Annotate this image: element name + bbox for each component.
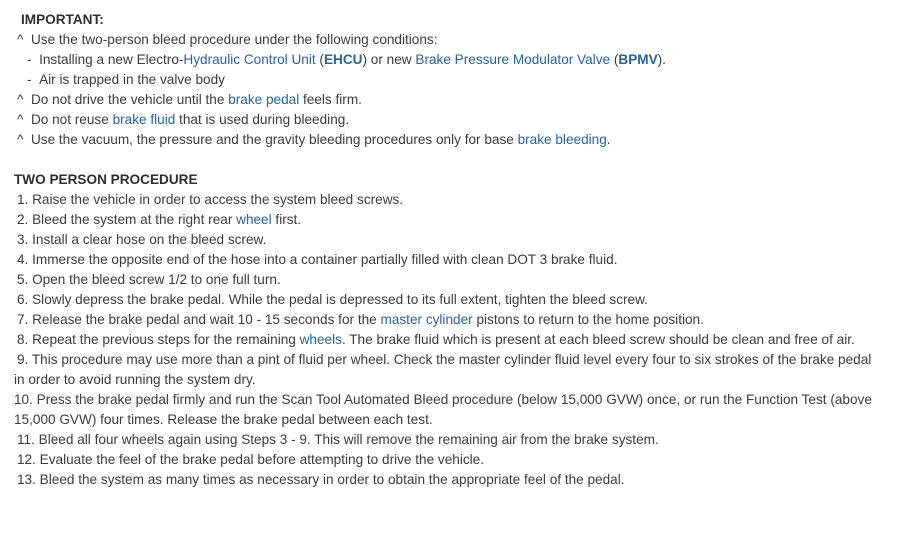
procedure-step-10 [14, 390, 874, 430]
step-text: 8. Repeat the previous steps for the remaining [17, 332, 300, 347]
procedure-step-11: 11. Bleed all four wheels again using Steps 3 - 9. This will remove the remaining air from the brake system. [17, 432, 659, 447]
procedure-step-2 [14, 210, 906, 230]
bullet-text: Use the vacuum, the pressure and the gravity bleeding procedures only for base [30, 132, 518, 147]
important-bullet-2 [14, 90, 906, 110]
brake-fluid-link[interactable]: brake fluid [112, 112, 176, 127]
spacer [14, 150, 906, 170]
subitem-text: Installing a new Electro- [39, 52, 184, 67]
step-text: pistons to return to the home position. [472, 312, 704, 327]
caret-marker: ^ [17, 132, 24, 147]
wheels-link[interactable]: wheels [299, 332, 342, 347]
procedure-step-6: 6. Slowly depress the brake pedal. While the pedal is depressed to its full extent, tighten the bleed screw. [17, 292, 648, 307]
procedure-step-9 [14, 350, 874, 390]
subitem-text: ( [610, 52, 619, 67]
caret-marker: ^ [17, 32, 24, 47]
caret-marker: ^ [17, 92, 24, 107]
important-bullet-1 [14, 30, 906, 50]
subitem-text: Air is trapped in the valve body [39, 72, 225, 87]
procedure-step-1: 1. Raise the vehicle in order to access the system bleed screws. [17, 192, 404, 207]
bullet-text: Do not reuse [30, 112, 113, 127]
step-text: 10. Press the brake pedal firmly and run the Scan Tool Automated Bleed procedure (below 15,000 GVW) once, or run the Function Test (above 15,000 GVW) four times. Release the brake pedal between each test. [14, 392, 872, 427]
step-text: 7. Release the brake pedal and wait 10 - 15 seconds for the [17, 312, 381, 327]
brake-pedal-link[interactable]: brake pedal [228, 92, 300, 107]
step-text: . The brake fluid which is present at each bleed screw should be clean and free of air. [341, 332, 855, 347]
important-subitem-1 [14, 50, 906, 70]
bullet-text: . [606, 132, 611, 147]
procedure-step-5: 5. Open the bleed screw 1/2 to one full turn. [17, 272, 281, 287]
procedure-step-4: 4. Immerse the opposite end of the hose into a container partially filled with clean DOT 3 brake fluid. [17, 252, 618, 267]
bullet-text: feels firm. [299, 92, 362, 107]
important-bullet-4 [14, 130, 906, 150]
brake-bleeding-link[interactable]: brake bleeding [517, 132, 607, 147]
important-subitem-2 [14, 70, 906, 90]
step-text: 2. Bleed the system at the right rear [17, 212, 237, 227]
bullet-text: Do not drive the vehicle until the [30, 92, 229, 107]
important-heading: IMPORTANT: [21, 12, 104, 27]
subitem-text: ) or new [362, 52, 416, 67]
caret-marker: ^ [17, 112, 24, 127]
bpmv-link[interactable]: BPMV [618, 52, 658, 67]
procedure-heading: TWO PERSON PROCEDURE [14, 172, 198, 187]
important-bullet-3 [14, 110, 906, 130]
hydraulic-control-unit-link[interactable]: Hydraulic Control Unit [183, 52, 316, 67]
dash-marker: - [27, 52, 32, 67]
subitem-text: ). [657, 52, 666, 67]
master-cylinder-link[interactable]: master cylinder [380, 312, 473, 327]
ehcu-link[interactable]: EHCU [323, 52, 363, 67]
procedure-step-7 [14, 310, 906, 330]
procedure-step-8 [14, 330, 874, 350]
bullet-text: Use the two-person bleed procedure under the following conditions: [30, 32, 438, 47]
procedure-step-3: 3. Install a clear hose on the bleed screw. [17, 232, 267, 247]
step-text: first. [271, 212, 302, 227]
bullet-text: that is used during bleeding. [175, 112, 350, 127]
step-text: 9. This procedure may use more than a pint of fluid per wheel. Check the master cylinder fluid level every four to six strokes of the brake pedal in order to avoid running the system dry. [14, 352, 872, 387]
subitem-text: ( [315, 52, 324, 67]
procedure-step-13: 13. Bleed the system as many times as necessary in order to obtain the appropriate feel of the pedal. [17, 472, 625, 487]
procedure-step-12: 12. Evaluate the feel of the brake pedal before attempting to drive the vehicle. [17, 452, 485, 467]
dash-marker: - [27, 72, 32, 87]
brake-pressure-modulator-valve-link[interactable]: Brake Pressure Modulator Valve [415, 52, 611, 67]
wheel-link[interactable]: wheel [236, 212, 272, 227]
